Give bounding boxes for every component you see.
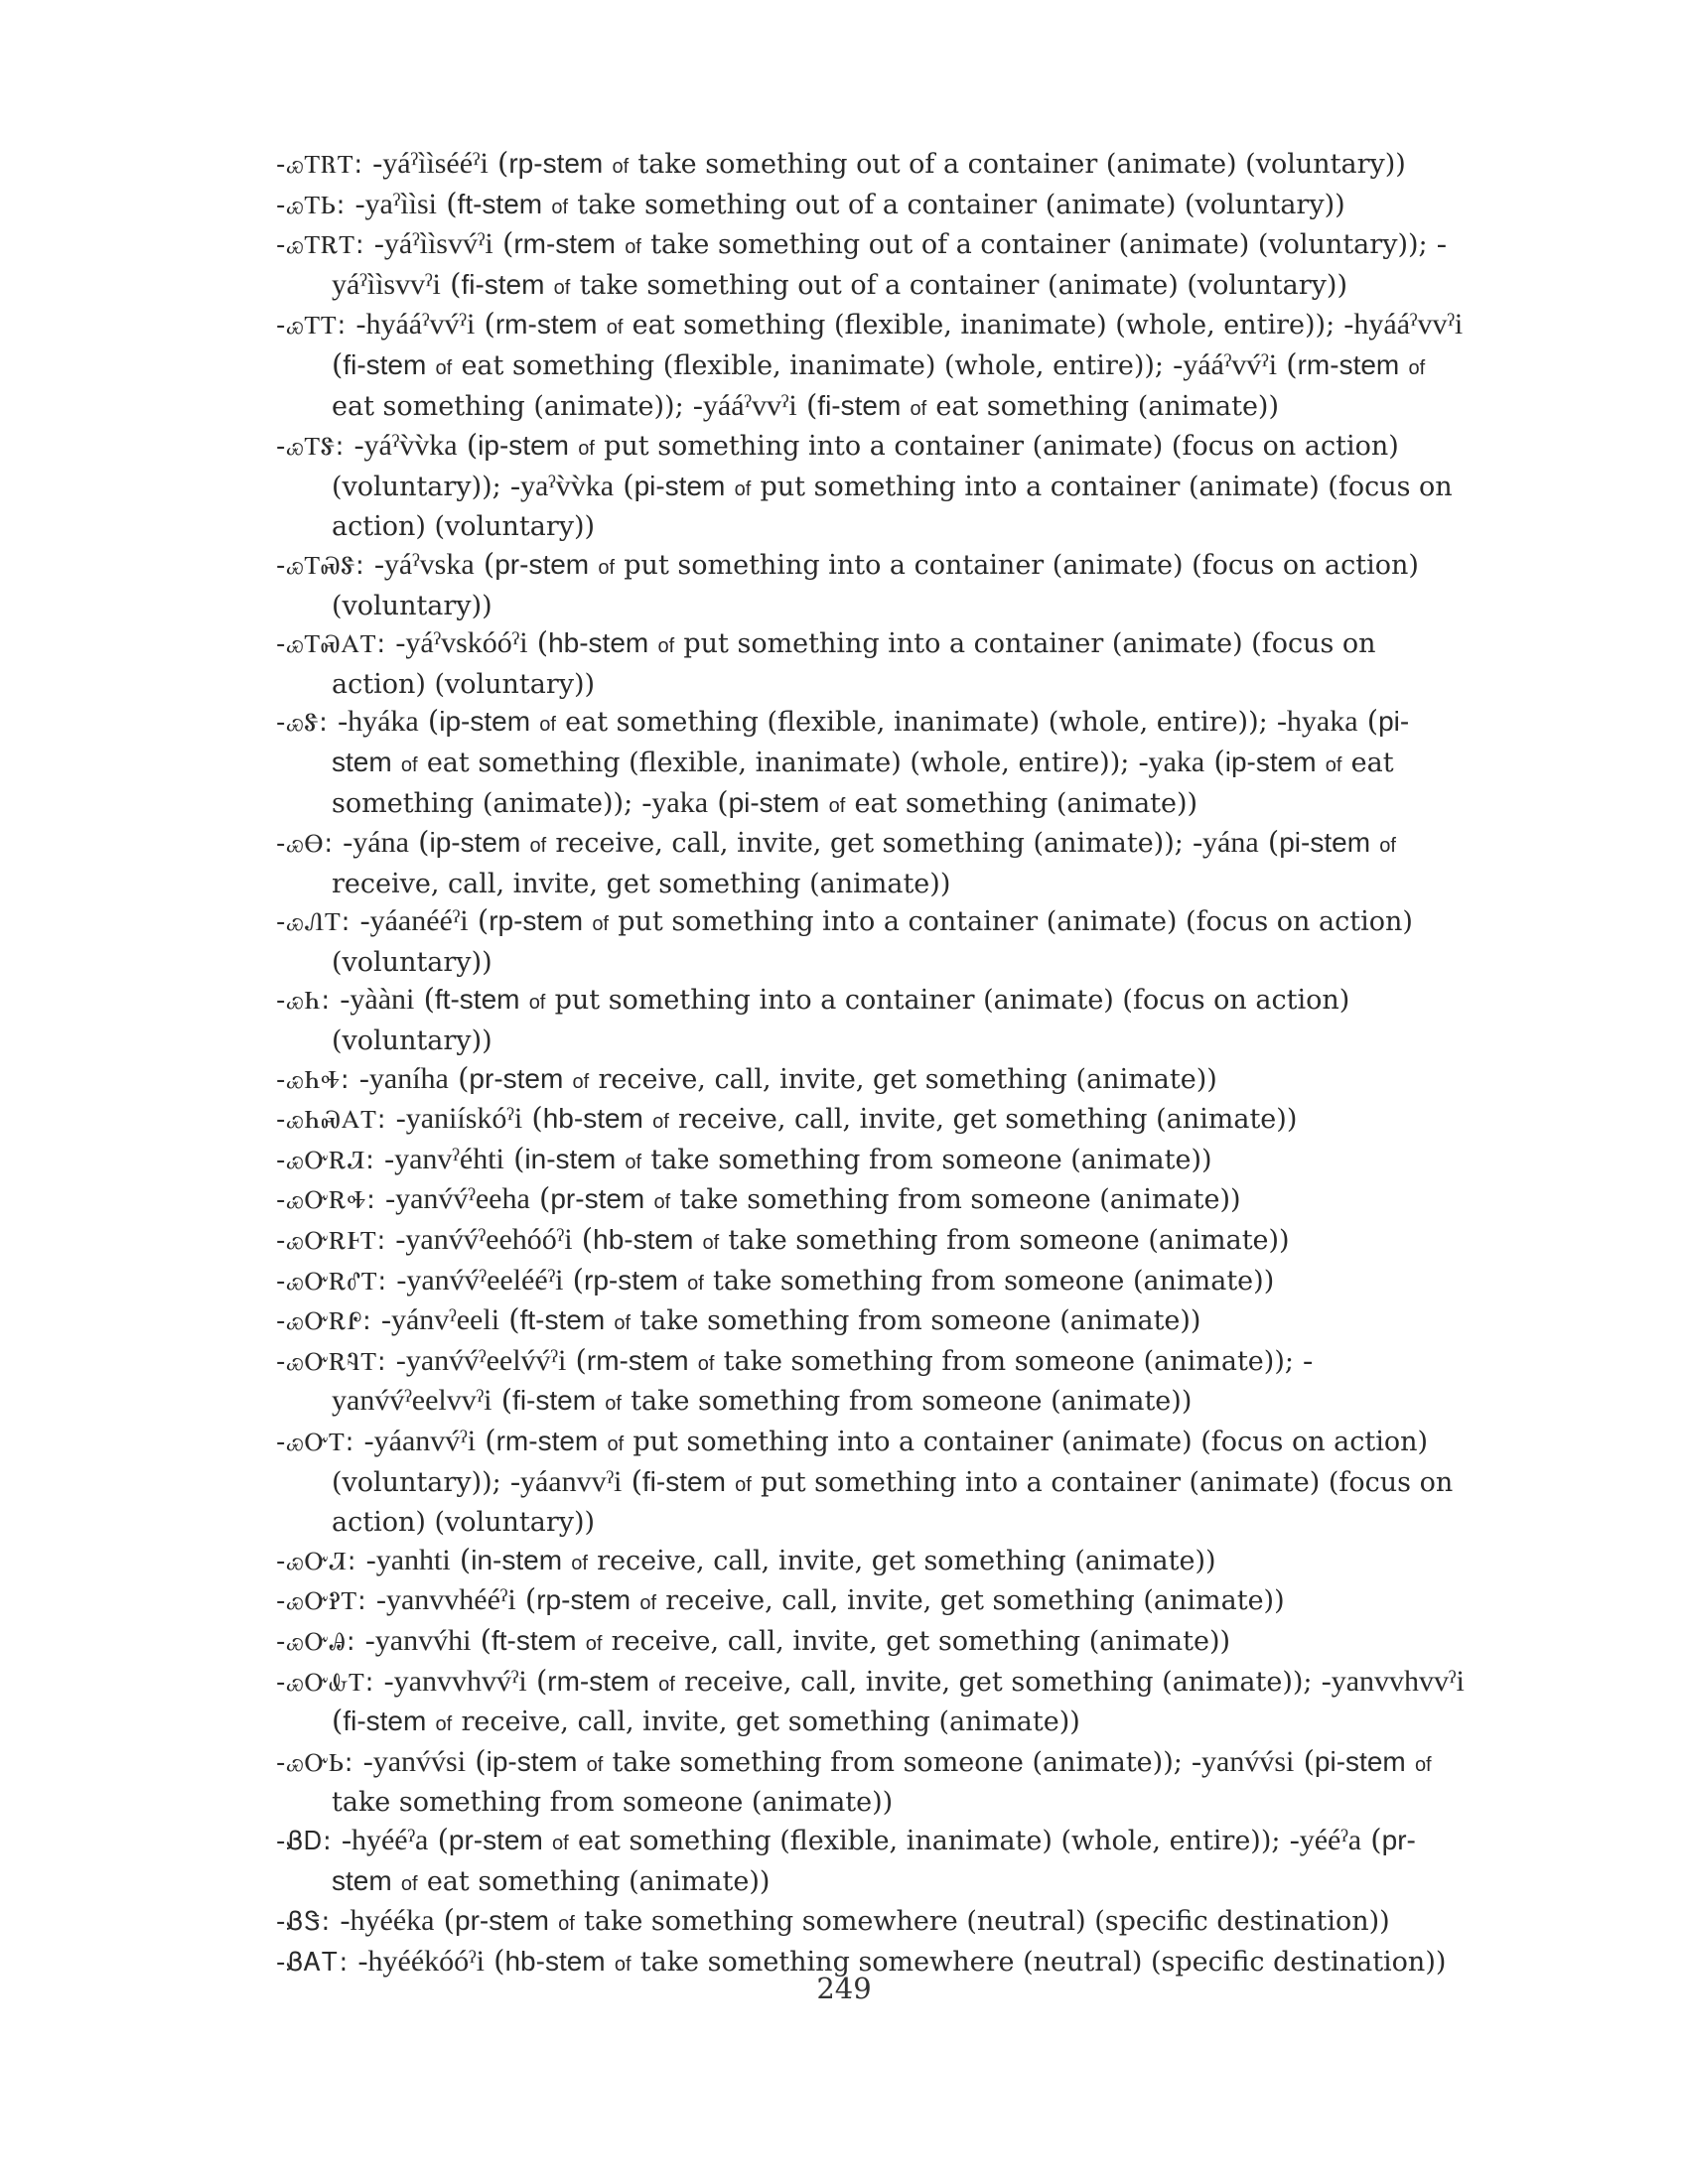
stem-connector: of	[400, 1872, 418, 1895]
entry-headword: -ꮿᏅᎡᎴᎢ:	[276, 1266, 388, 1297]
sense-stem-type: pr-stem	[332, 1824, 1416, 1896]
sense-gloss: put something into a container (animate) (focus on action) (voluntary));	[332, 1427, 1429, 1498]
sense-stem-type: ft-stem	[434, 984, 520, 1016]
sense-gloss: receive, call, invite, get something (animate))	[665, 1585, 1285, 1617]
sense-stem-type: rp-stem	[489, 905, 584, 937]
entry-headword: -ꮿᎢᎡᎢ:	[276, 230, 365, 261]
sense-form: -yáˀvskóóˀi	[395, 626, 528, 660]
sense-form: -hyáka	[338, 705, 419, 739]
entry-headword: -ꮿᏁᎢ:	[276, 907, 352, 938]
entry-headword: -ꮿᏅᎮᎢ:	[276, 1586, 367, 1617]
dictionary-entry: -ꮿᎢᏏ: -yaˀììsi (ft-stem of take something out of a container (animate) (voluntary))	[276, 186, 1345, 220]
sense-gloss: put something into a container (animate) (focus on action) (voluntary))	[332, 471, 1453, 543]
stem-connector: of	[586, 1753, 604, 1776]
stem-connector: of	[552, 1832, 569, 1854]
dictionary-entry: -ꮿᏅᎡᏘ: -yanvˀéhti (in-stem of take something from someone (animate))	[276, 1141, 1212, 1175]
sense-gloss: put something into a container (animate) (focus on action) (voluntary))	[332, 628, 1376, 700]
sense-gloss: eat something (animate));	[332, 390, 684, 422]
dictionary-entry: -ꮿᏅᎡᎴᎢ: -yanv́v́ˀeelééˀi (rp-stem of take something from someone (animate))	[276, 1262, 1275, 1297]
dictionary-entry: -ꮿᏅᏏ: -yanv́v́si (ip-stem of take something from someone (animate)); -yanv́v́si (pi-stem of take something from someone (animate))	[276, 1743, 1432, 1819]
sense-form: -yánvˀeeli	[380, 1303, 500, 1337]
dictionary-entry: -ꮿᏅᎡᎰᎢ: -yanv́v́ˀeehóóˀi (hb-stem of take something from someone (animate))	[276, 1222, 1290, 1257]
sense-form: -yáˀììsvvˀi	[332, 227, 1447, 301]
sense-gloss: take something out of a container (animate) (voluntary))	[637, 149, 1406, 180]
sense-form: -yáˀv̀v̀ka	[353, 429, 458, 463]
entry-headword: -ꮿᏕ:	[276, 708, 329, 739]
sense-stem-type: hb-stem	[542, 1103, 643, 1135]
sense-form: -yááˀvv́ˀi	[1173, 347, 1278, 381]
stem-connector: of	[607, 1433, 625, 1455]
sense-gloss: put something into a container (animate) (focus on action) (voluntary))	[332, 985, 1350, 1057]
sense-stem-type: rm-stem	[586, 1344, 689, 1376]
entry-headword: -ꮿᎢᏏ:	[276, 190, 347, 220]
stem-connector: of	[553, 276, 571, 299]
sense-form: -yáanvv́ˀi	[363, 1425, 477, 1457]
entry-headword: -ꮿᏂᏍᎪᎢ:	[276, 1105, 387, 1136]
sense-stem-type: fi-stem	[461, 268, 545, 300]
dictionary-entry: -ᏰᎪᎢ: -hyéékóóˀi (hb-stem of take something somewhere (neutral) (specific destination))	[276, 1943, 1447, 1978]
sense-gloss: eat something (animate))	[854, 787, 1198, 819]
dictionary-entry: -ᏰᎠ: -hyééˀa (pr-stem of eat something (flexible, inanimate) (whole, entire)); -yééˀa (pr-stem of eat something (animate))	[276, 1822, 1416, 1897]
sense-stem-type: rm-stem	[495, 1426, 599, 1456]
dictionary-entry: -ꮿᎢᏍᎪᎢ: -yáˀvskóóˀi (hb-stem of put something into a container (animate) (focus on action) (voluntary))	[276, 625, 1376, 700]
dictionary-entry: -ꮿᏂᏍᎪᎢ: -yaniískóˀi (hb-stem of receive, call, invite, get something (animate))	[276, 1101, 1298, 1136]
entry-headword: -ᏰᎪᎢ:	[276, 1947, 350, 1978]
sense-form: -yaka	[641, 785, 709, 819]
dictionary-entry: -ᏰᏕ: -hyééka (pr-stem of take something somewhere (neutral) (specific destination))	[276, 1903, 1390, 1938]
stem-connector: of	[697, 1352, 715, 1375]
sense-gloss: receive, call, invite, get something (animate));	[684, 1666, 1313, 1698]
sense-stem-type: fi-stem	[817, 389, 902, 421]
stem-connector: of	[400, 753, 418, 776]
sense-gloss: receive, call, invite, get something (animate));	[555, 828, 1184, 860]
sense-stem-type: hb-stem	[593, 1224, 694, 1256]
entry-headword: -ꮿᏅᎡᏘ:	[276, 1145, 375, 1175]
sense-form: -yanv́v́si	[1192, 1744, 1295, 1778]
sense-stem-type: pi-stem	[332, 706, 1410, 777]
sense-stem-type: pr-stem	[455, 1905, 549, 1937]
sense-stem-type: rp-stem	[536, 1584, 632, 1616]
dictionary-entry: -ꮿᎢᏒᎢ: -yáˀììsééˀi (rp-stem of take something out of a container (animate) (voluntary))	[276, 146, 1406, 180]
entry-headword: -ᏰᎠ:	[276, 1826, 333, 1856]
stem-connector: of	[614, 1312, 632, 1335]
sense-stem-type: pr-stem	[550, 1183, 645, 1215]
entry-headword: -ᏰᏕ:	[276, 1907, 332, 1938]
stem-connector: of	[702, 1232, 720, 1255]
sense-stem-type: fi-stem	[512, 1385, 597, 1417]
sense-form: -yáˀììsééˀi	[372, 147, 489, 180]
sense-gloss: take something from someone (animate));	[723, 1345, 1294, 1377]
dictionary-entry: -ꮿᏅᎢ: -yáanvv́ˀi (rm-stem of put something into a container (animate) (focus on action) (voluntary)); -yáanvvˀi (fi-stem of put something into a container (animate) (focus on action) (voluntary))	[276, 1424, 1454, 1539]
page-number: 249	[816, 1972, 872, 2005]
sense-form: -yáanééˀi	[359, 904, 469, 938]
sense-gloss: receive, call, invite, get something (animate))	[678, 1104, 1298, 1136]
sense-gloss: receive, call, invite, get something (animate))	[461, 1706, 1080, 1738]
entry-headword: -ꮿᏅᎡᎭ:	[276, 1185, 376, 1216]
sense-stem-type: ip-stem	[439, 706, 531, 738]
sense-form: -yaka	[1138, 745, 1205, 778]
entry-headword: -ꮿᏅᏘ:	[276, 1546, 357, 1576]
stem-connector: of	[735, 1473, 752, 1496]
entry-headword: -ꮿᎢᎢ:	[276, 311, 348, 341]
stem-connector: of	[606, 317, 624, 340]
sense-form: -hyááˀvvˀi	[1343, 308, 1464, 341]
sense-stem-type: ip-stem	[429, 827, 521, 859]
sense-gloss: eat something (animate))	[935, 390, 1280, 422]
sense-gloss: take something from someone (animate))	[631, 1386, 1193, 1418]
sense-form: -yanvv́hi	[364, 1623, 472, 1657]
sense-form: -yáanvvˀi	[509, 1464, 623, 1498]
sense-form: -yaníha	[358, 1061, 449, 1095]
sense-form: -yanv́v́si	[362, 1744, 467, 1778]
sense-stem-type: rm-stem	[494, 309, 598, 341]
stem-connector: of	[571, 1552, 588, 1574]
sense-gloss: put something into a container (animate) (focus on action) (voluntary));	[332, 431, 1399, 502]
sense-gloss: put something into a container (animate) (focus on action) (voluntary))	[332, 906, 1413, 978]
sense-form: -yanv́v́ˀeehóóˀi	[395, 1223, 573, 1257]
sense-form: -yanvvhvvˀi	[1321, 1664, 1465, 1698]
sense-form: -yanvvhvv́ˀi	[383, 1664, 527, 1698]
sense-gloss: take something somewhere (neutral) (specific destination))	[584, 1906, 1390, 1938]
entry-headword: -ꮿᎾ:	[276, 829, 335, 860]
dictionary-entry: -ꮿᎢᏍᏕ: -yáˀvska (pr-stem of put something into a container (animate) (focus on action) (voluntary))	[276, 546, 1419, 621]
stem-connector: of	[598, 556, 616, 579]
stem-connector: of	[585, 1632, 603, 1655]
stem-connector: of	[614, 1953, 632, 1976]
stem-connector: of	[910, 397, 927, 420]
sense-form: -yanvˀéhti	[384, 1142, 504, 1175]
stem-connector: of	[435, 356, 453, 379]
sense-form: -hyááˀvv́ˀi	[355, 308, 476, 341]
stem-connector: of	[828, 794, 846, 817]
sense-stem-type: pi-stem	[1314, 1745, 1406, 1777]
sense-form: -hyééka	[340, 1904, 435, 1938]
entry-headword: -ꮿᎢᏍᏕ:	[276, 550, 365, 581]
sense-gloss: eat something (animate))	[426, 1865, 771, 1897]
dictionary-entry: -ꮿᏂᎭ: -yaníha (pr-stem of receive, call, invite, get something (animate))	[276, 1060, 1217, 1095]
sense-form: -yanv́v́ˀeelvvˀi	[332, 1343, 1314, 1418]
sense-stem-type: pr-stem	[448, 1824, 543, 1855]
sense-stem-type: pi-stem	[728, 786, 820, 818]
stem-connector: of	[639, 1592, 657, 1615]
sense-stem-type: fi-stem	[343, 1706, 427, 1737]
sense-stem-type: rm-stem	[1297, 348, 1400, 380]
stem-connector: of	[1408, 356, 1426, 379]
sense-gloss: eat something (flexible, inanimate) (whole, entire));	[426, 747, 1130, 778]
sense-gloss: eat something (flexible, inanimate) (whole, entire));	[577, 1825, 1281, 1856]
sense-gloss: receive, call, invite, get something (animate))	[598, 1063, 1217, 1095]
entry-headword: -ꮿᏅᏏ:	[276, 1747, 354, 1778]
sense-form: -yanv́v́ˀeelééˀi	[396, 1263, 564, 1297]
dictionary-entry: -ꮿᏅᎡᎸᎢ: -yanv́v́ˀeelv́v́ˀi (rm-stem of take something from someone (animate)); -yanv́v́ˀeelvvˀi (fi-stem of take something from someone (animate))	[276, 1342, 1314, 1418]
sense-form: -yaniískóˀi	[395, 1102, 523, 1136]
stem-connector: of	[1414, 1753, 1432, 1776]
dictionary-entry: -ꮿᏅᎯ: -yanvv́hi (ft-stem of receive, call, invite, get something (animate))	[276, 1622, 1231, 1657]
sense-gloss: eat something (flexible, inanimate) (whole, entire));	[461, 349, 1164, 381]
sense-gloss: eat something (animate));	[332, 747, 1394, 819]
sense-stem-type: pr-stem	[494, 548, 590, 580]
entry-headword: -ꮿᎢᏒᎢ:	[276, 150, 364, 180]
stem-connector: of	[612, 156, 630, 178]
entry-headword: -ꮿᏅᎢ:	[276, 1428, 355, 1457]
stem-connector: of	[625, 236, 641, 259]
sense-form: -yààni	[340, 983, 415, 1017]
dictionary-entry: -ꮿᎢᎢ: -hyááˀvv́ˀi (rm-stem of eat something (flexible, inanimate) (whole, entire)); -hyááˀvvˀi (fi-stem of eat something (flexible, inanimate) (whole, entire)); -yááˀvv́ˀi (rm-stem of eat something (animate)); -yááˀvvˀi (fi-stem of eat something (animate))	[276, 307, 1464, 422]
dictionary-entry: -ꮿᏅᎲᎢ: -yanvvhvv́ˀi (rm-stem of receive, call, invite, get something (animate)); -yanvvhvvˀi (fi-stem of receive, call, invite, get something (animate))	[276, 1663, 1465, 1738]
stem-connector: of	[578, 438, 595, 461]
stem-connector: of	[572, 1070, 590, 1093]
entry-headword: -ꮿᎢᏍᎪᎢ:	[276, 629, 387, 660]
sense-stem-type: ip-stem	[1224, 746, 1317, 777]
sense-gloss: take something from someone (animate))	[650, 1144, 1212, 1175]
sense-stem-type: fi-stem	[641, 1465, 726, 1497]
sense-stem-type: hb-stem	[548, 627, 649, 659]
stem-connector: of	[625, 1151, 642, 1173]
sense-gloss: take something from someone (animate));	[612, 1746, 1183, 1778]
sense-stem-type: in-stem	[524, 1143, 617, 1174]
dictionary-entry: -ꮿᏁᎢ: -yáanééˀi (rp-stem of put something into a container (animate) (focus on action) (voluntary))	[276, 903, 1413, 978]
sense-gloss: eat something (flexible, inanimate) (whole, entire));	[632, 310, 1336, 341]
sense-stem-type: hb-stem	[504, 1945, 606, 1977]
sense-gloss: receive, call, invite, get something (animate))	[332, 868, 951, 899]
sense-gloss: take something somewhere (neutral) (specific destination))	[639, 1946, 1447, 1978]
stem-connector: of	[529, 835, 547, 858]
sense-stem-type: rp-stem	[508, 148, 604, 179]
sense-stem-type: ft-stem	[457, 188, 543, 219]
sense-form: -yáˀììsvv́ˀi	[373, 227, 493, 261]
dictionary-entry: -ꮿᏅᎡᎵ: -yánvˀeeli (ft-stem of take something from someone (animate))	[276, 1302, 1201, 1337]
dictionary-entry: -ꮿᏅᎡᎭ: -yanv́v́ˀeeha (pr-stem of take something from someone (animate))	[276, 1181, 1241, 1216]
sense-gloss: take something from someone (animate))	[713, 1265, 1275, 1297]
sense-gloss: take something out of a container (animate) (voluntary))	[579, 269, 1347, 301]
dictionary-entry: -ꮿᏕ: -hyáka (ip-stem of eat something (flexible, inanimate) (whole, entire)); -hyaka (pi-stem of eat something (flexible, inanimate) (whole, entire)); -yaka (ip-stem of eat something (animate)); -yaka (pi-stem of eat something (animate))	[276, 704, 1410, 819]
entry-headword: -ꮿᏅᎯ:	[276, 1626, 356, 1657]
dictionary-entry: -ꮿᏅᏘ: -yanhti (in-stem of receive, call, invite, get something (animate))	[276, 1542, 1216, 1576]
entry-headword: -ꮿᏅᎡᎸᎢ:	[276, 1346, 387, 1377]
stem-connector: of	[558, 1913, 575, 1936]
sense-form: -yaˀììsi	[354, 187, 437, 220]
dictionary-entry: -ꮿᏂ: -yààni (ft-stem of put something into a container (animate) (focus on action) (voluntary))	[276, 982, 1350, 1057]
sense-stem-type: ft-stem	[519, 1304, 606, 1336]
sense-form: -yanv́v́ˀeeha	[385, 1182, 530, 1216]
sense-stem-type: ip-stem	[486, 1745, 578, 1777]
dictionary-entry: -ꮿᎢᏕ: -yáˀv̀v̀ka (ip-stem of put something into a container (animate) (focus on action) (voluntary)); -yaˀv̀v̀ka (pi-stem of put something into a container (animate) (focus on action) (voluntary))	[276, 428, 1453, 543]
stem-connector: of	[687, 1272, 704, 1295]
sense-gloss: take something from someone (animate))	[332, 1787, 894, 1819]
sense-stem-type: in-stem	[471, 1544, 563, 1575]
stem-connector: of	[652, 1111, 669, 1134]
stem-connector: of	[657, 635, 675, 658]
sense-stem-type: pi-stem	[1279, 827, 1371, 859]
sense-form: -yána	[343, 826, 409, 860]
stem-connector: of	[435, 1713, 453, 1736]
sense-form: -yanv́v́ˀeelv́v́ˀi	[395, 1343, 567, 1377]
sense-form: -hyééˀa	[341, 1823, 429, 1856]
entry-headword: -ꮿᏅᎡᎰᎢ:	[276, 1226, 387, 1257]
sense-gloss: receive, call, invite, get something (animate))	[597, 1545, 1216, 1576]
sense-gloss: take something from someone (animate))	[728, 1225, 1290, 1257]
sense-gloss: take something from someone (animate))	[679, 1184, 1241, 1216]
sense-gloss: take something out of a container (animate) (voluntary));	[650, 229, 1428, 261]
sense-form: -yána	[1193, 826, 1259, 860]
sense-gloss: take something from someone (animate))	[639, 1305, 1201, 1337]
sense-stem-type: ft-stem	[491, 1624, 577, 1656]
sense-form: -yaˀv̀v̀ka	[509, 469, 615, 502]
entry-headword: -ꮿᏂ:	[276, 986, 332, 1017]
stem-connector: of	[653, 1191, 671, 1214]
sense-gloss: receive, call, invite, get something (animate))	[611, 1625, 1231, 1657]
dictionary-entry: -ꮿᏅᎮᎢ: -yanvvhééˀi (rp-stem of receive, call, invite, get something (animate))	[276, 1582, 1285, 1617]
sense-stem-type: ip-stem	[478, 430, 569, 462]
sense-stem-type: rm-stem	[513, 228, 616, 260]
stem-connector: of	[658, 1673, 675, 1696]
stem-connector: of	[1379, 835, 1396, 858]
stem-connector: of	[1325, 753, 1342, 776]
dictionary-entry: -ꮿᎢᎡᎢ: -yáˀììsvv́ˀi (rm-stem of take something out of a container (animate) (voluntary)); -yáˀììsvvˀi (fi-stem of take something out of a container (animate) (voluntary))	[276, 226, 1447, 301]
sense-stem-type: pr-stem	[469, 1062, 564, 1094]
sense-stem-type: pi-stem	[633, 470, 726, 501]
dictionary-entry: -ꮿᎾ: -yána (ip-stem of receive, call, invite, get something (animate)); -yána (pi-stem of receive, call, invite, get something (animate))	[276, 825, 1396, 899]
sense-gloss: put something into a container (animate) (focus on action) (voluntary))	[332, 1466, 1454, 1539]
sense-form: -hyéékóóˀi	[357, 1944, 485, 1978]
stem-connector: of	[605, 1393, 622, 1416]
stem-connector: of	[539, 714, 556, 737]
sense-form: -yanvvhééˀi	[375, 1583, 516, 1617]
sense-stem-type: rm-stem	[547, 1665, 649, 1697]
stem-connector: of	[734, 478, 752, 500]
stem-connector: of	[528, 992, 546, 1015]
sense-form: -yééˀa	[1289, 1823, 1362, 1856]
stem-connector: of	[551, 196, 569, 218]
sense-stem-type: rp-stem	[584, 1264, 678, 1296]
sense-gloss: take something out of a container (animate) (voluntary))	[577, 189, 1345, 220]
sense-gloss: put something into a container (animate) (focus on action) (voluntary))	[332, 549, 1419, 621]
sense-form: -yááˀvvˀi	[692, 388, 797, 422]
dictionary-page	[276, 145, 1468, 1982]
stem-connector: of	[592, 913, 609, 936]
sense-form: -hyaka	[1276, 705, 1358, 739]
entry-headword: -ꮿᏅᎲᎢ:	[276, 1667, 375, 1698]
sense-gloss: eat something (flexible, inanimate) (whole, entire));	[565, 707, 1268, 739]
sense-form: -yáˀvska	[373, 547, 475, 581]
sense-stem-type: fi-stem	[343, 348, 427, 380]
entry-headword: -ꮿᎢᏕ:	[276, 432, 346, 463]
entry-headword: -ꮿᏅᎡᎵ:	[276, 1306, 372, 1337]
entry-headword: -ꮿᏂᎭ:	[276, 1064, 351, 1095]
sense-form: -yanhti	[365, 1543, 451, 1576]
